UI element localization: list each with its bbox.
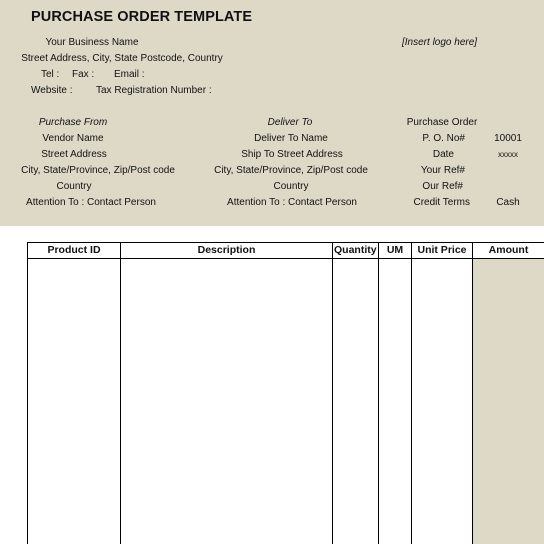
column-um [379,243,412,544]
our-ref-label: Our Ref# [422,181,463,192]
po-number-label: P. O. No# [422,133,465,144]
page-title: PURCHASE ORDER TEMPLATE [31,9,253,25]
column-header: UM [379,243,411,259]
vendor-street: Street Address [41,149,107,160]
vendor-name: Vendor Name [42,133,104,144]
po-number-value: 10001 [494,133,522,144]
fax-label: Fax : [72,69,95,80]
vendor-country: Country [56,181,92,192]
tel-label: Tel : [41,69,60,80]
deliver-to-city: City, State/Province, Zip/Post code [214,165,368,176]
email-label: Email : [114,69,145,80]
credit-terms-value: Cash [496,197,520,208]
business-name: Your Business Name [45,37,139,48]
date-label: Date [432,149,454,160]
deliver-to-heading: Deliver To [267,117,313,128]
column-unit-price [412,243,473,544]
credit-terms-label: Credit Terms [413,197,470,208]
column-description [121,243,333,544]
column-header: Amount [473,243,544,259]
column-header: Product ID [28,243,120,259]
your-ref-label: Your Ref# [420,165,465,176]
column-header: Quantity [333,243,378,259]
logo-placeholder: [Insert logo here] [402,37,478,48]
deliver-to-name: Deliver To Name [254,133,328,144]
column-amount [473,243,544,544]
business-address: Street Address, City, State Postcode, Country [21,53,223,64]
column-header: Description [121,243,332,259]
purchase-order-heading: Purchase Order [406,117,478,128]
line-items-table [27,242,544,544]
vendor-attention: Attention To : Contact Person [26,197,156,208]
website-label: Website : [31,85,73,96]
column-product-id [28,243,121,544]
tax-registration-label: Tax Registration Number : [96,85,212,96]
deliver-to-country: Country [273,181,309,192]
deliver-to-attention: Attention To : Contact Person [227,197,357,208]
vendor-city: City, State/Province, Zip/Post code [21,165,175,176]
deliver-to-street: Ship To Street Address [241,149,343,160]
purchase-from-heading: Purchase From [38,117,108,128]
date-value: xxxxx [498,150,518,159]
column-header: Unit Price [412,243,472,259]
column-quantity [333,243,379,544]
header-section [0,0,544,226]
